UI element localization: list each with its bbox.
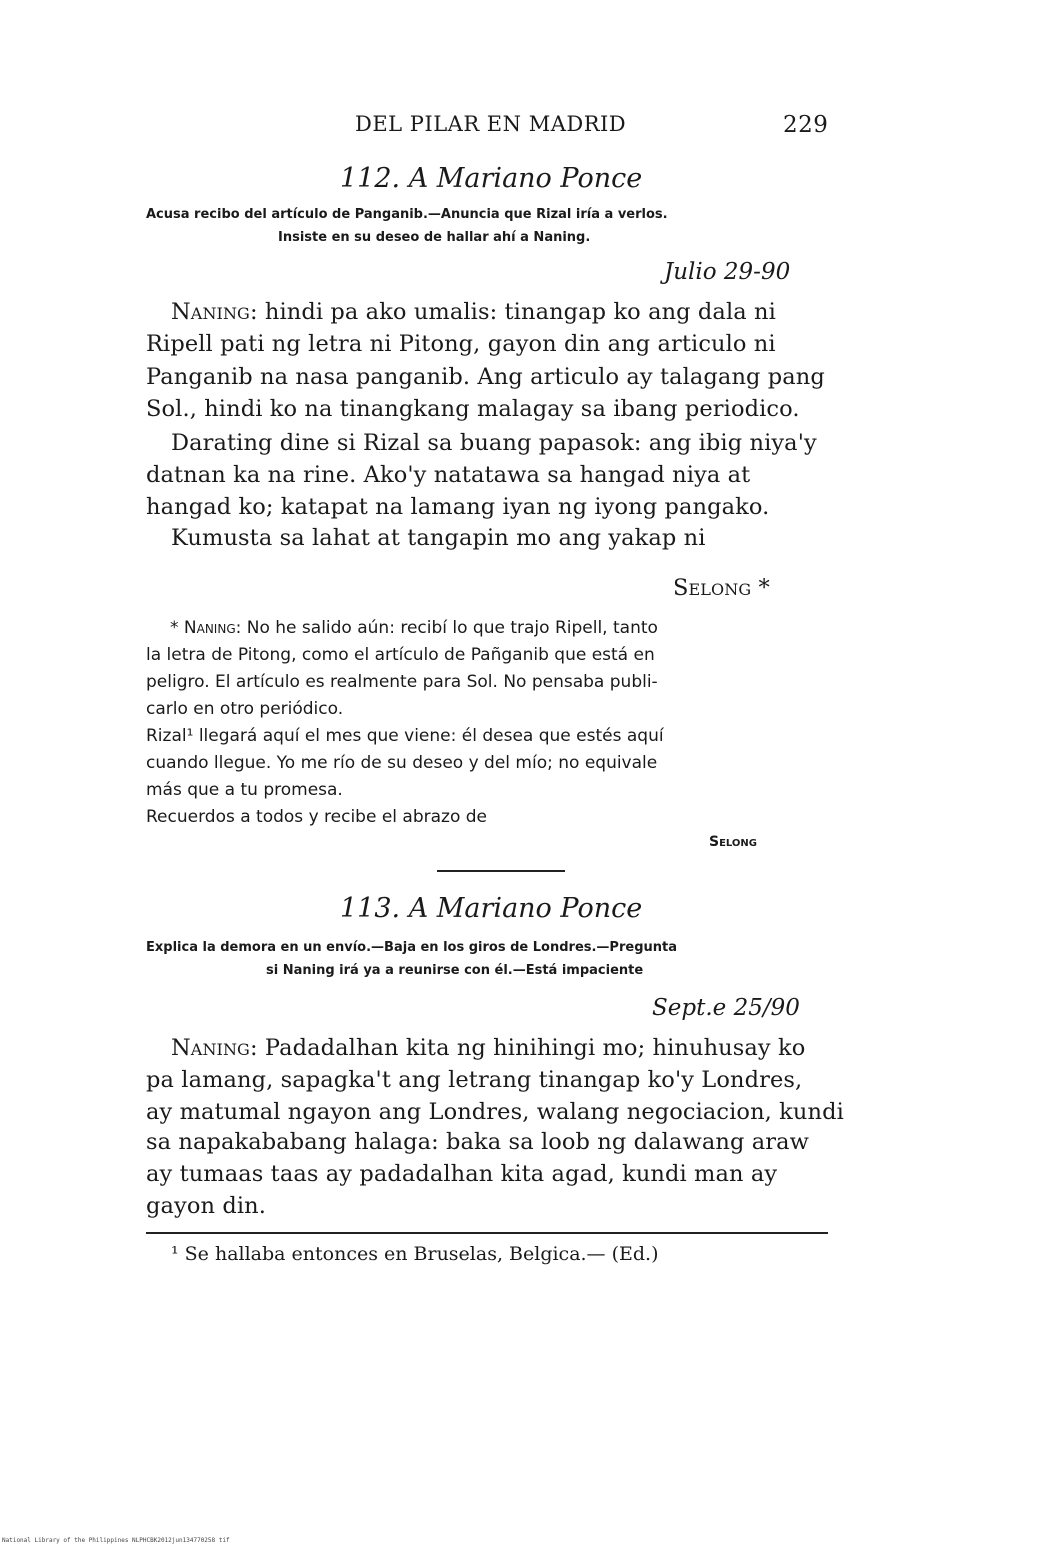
letter-112-summary-line: Insiste en su deseo de hallar ahí a Naning. (278, 230, 591, 245)
letter-112-body-line: Panganib na nasa panganib. Ang articulo ay talagang pang (146, 364, 825, 390)
page-number: 229 (783, 112, 829, 138)
translation-line: * Naning: No he salido aún: recibí lo que trajo Ripell, tanto (170, 618, 658, 638)
letter-112-body-line: Naning: hindi pa ako umalis: tinangap ko ang dala ni (171, 299, 776, 325)
letter-113-date: Sept.e 25/90 (652, 995, 800, 1021)
salutation: Naning: (171, 1035, 258, 1061)
translation-line: Rizal¹ llegará aquí el mes que viene: él desea que estés aquí (146, 726, 664, 746)
translation-line: peligro. El artículo es realmente para Sol. No pensaba publi- (146, 672, 658, 692)
translation-line: Recuerdos a todos y recibe el abrazo de (146, 807, 488, 827)
translation-line: la letra de Pitong, como el artículo de Pañganib que está en (146, 645, 655, 665)
letter-112-body-line: hangad ko; katapat na lamang iyan ng iyong pangako. (146, 494, 770, 520)
letter-112-heading: 112. A Mariano Ponce (340, 163, 643, 194)
footnote: ¹ Se hallaba entonces en Bruselas, Belgica.— (Ed.) (171, 1243, 659, 1265)
letter-112-date: Julio 29-90 (664, 259, 791, 285)
letter-113-body-line: gayon din. (146, 1193, 266, 1219)
letter-113-summary-line: Explica la demora en un envío.—Baja en los giros de Londres.—Pregunta (146, 940, 677, 955)
letter-113-body-line: ay tumaas taas ay padadalhan kita agad, kundi man ay (146, 1161, 778, 1187)
scan-footer-stamp: National Library of the Philippines NLPHCBK2012jun134770258 tif (2, 1537, 230, 1544)
letter-112-body-line: Darating dine si Rizal sa buang papasok: ang ibig niya'y (171, 430, 817, 456)
running-header-title: DEL PILAR EN MADRID (355, 112, 627, 136)
letter-113-body-line: pa lamang, sapagka't ang letrang tinangap ko'y Londres, (146, 1067, 803, 1093)
translation-line: cuando llegue. Yo me río de su deseo y del mío; no equivale (146, 753, 658, 773)
translation-line: más que a tu promesa. (146, 780, 343, 800)
section-divider (437, 870, 565, 872)
letter-112-body-line: datnan ka na rine. Ako'y natatawa sa hangad niya at (146, 462, 751, 488)
letter-112-summary-line: Acusa recibo del artículo de Panganib.—Anuncia que Rizal iría a verlos. (146, 207, 668, 222)
translation-signature: Selong (709, 834, 758, 850)
letter-113-body-line: Naning: Padadalhan kita ng hinihingi mo; hinuhusay ko (171, 1035, 806, 1061)
letter-112-signature: Selong * (673, 575, 770, 601)
letter-113-summary-line: si Naning irá ya a reunirse con él.—Está impaciente (266, 963, 644, 978)
letter-113-body-line: sa napakababang halaga: baka sa loob ng dalawang araw (146, 1129, 809, 1155)
translation-salutation: * Naning: (170, 618, 242, 638)
translation-line: carlo en otro periódico. (146, 699, 344, 719)
salutation: Naning: (171, 299, 258, 325)
letter-112-body-line: Kumusta sa lahat at tangapin mo ang yakap ni (171, 525, 706, 551)
letter-113-heading: 113. A Mariano Ponce (340, 893, 643, 924)
letter-113-body-line: ay matumal ngayon ang Londres, walang negociacion, kundi (146, 1099, 844, 1125)
letter-112-body-line: Sol., hindi ko na tinangkang malagay sa ibang periodico. (146, 396, 800, 422)
letter-112-body-line: Ripell pati ng letra ni Pitong, gayon din ang articulo ni (146, 331, 776, 357)
footnote-rule (146, 1232, 828, 1234)
